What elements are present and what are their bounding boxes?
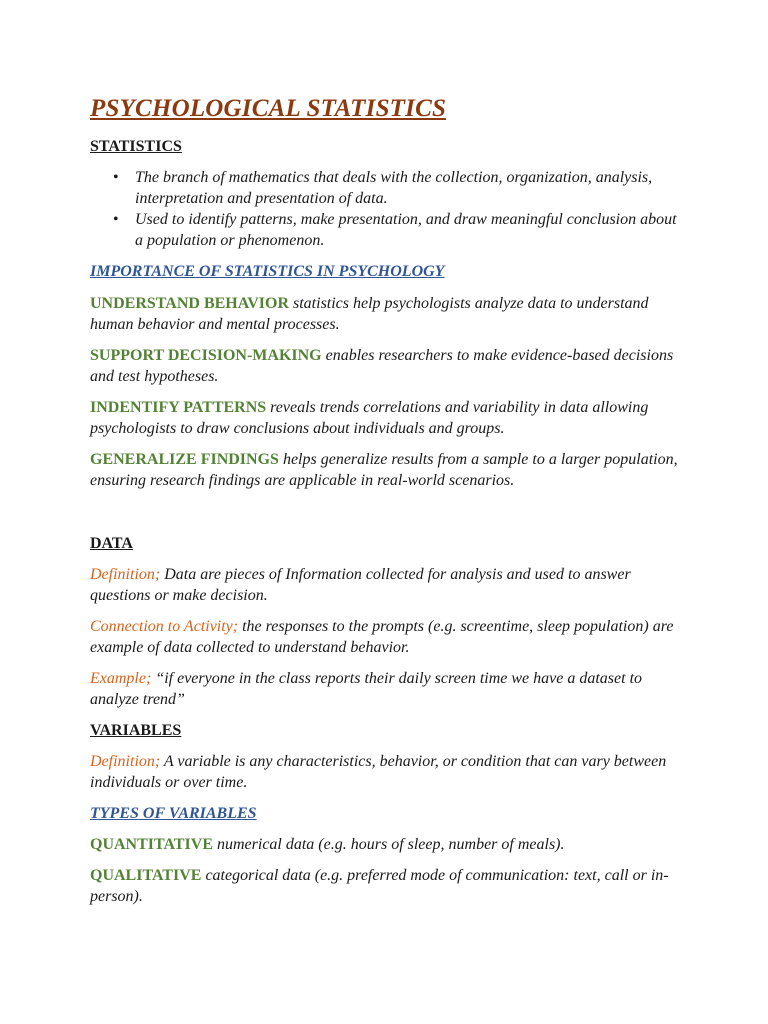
importance-item [90,449,680,491]
importance-item [90,397,680,439]
document-title: PSYCHOLOGICAL STATISTICS [90,95,447,122]
definition-text: A variable is any characteristics, behavior, or condition that can vary between individuals or over time. [90,753,667,791]
data-label: Connection to Activity; [90,618,239,635]
data-label: Example; [90,670,152,687]
document-page [90,92,680,917]
data-item [90,668,680,710]
importance-term: INDENTIFY PATTERNS [90,399,267,416]
importance-item [90,345,680,387]
data-text: Data are pieces of Information collected for analysis and used to answer questions or make decision. [90,566,631,604]
list-item [113,209,680,251]
bullet-text: The branch of mathematics that deals with the collection, organization, analysis, interpretation and presentation of data. [135,169,653,207]
list-item [113,167,680,209]
types-of-variables-heading: TYPES OF VARIABLES [90,805,257,822]
variables-heading: VARIABLES [90,722,182,739]
variables-definition [90,751,680,793]
data-label: Definition; [90,566,161,583]
bullet-icon: • [113,169,119,186]
importance-term: SUPPORT DECISION-MAKING [90,347,322,364]
variable-type-text: categorical data (e.g. preferred mode of communication: text, call or in-person). [90,867,669,905]
data-text: “if everyone in the class reports their daily screen time we have a dataset to analyze trend” [90,670,643,708]
bullet-text: Used to identify patterns, make presentation, and draw meaningful conclusion about a population or phenomenon. [135,211,677,249]
statistics-bullet-list [90,167,680,251]
variable-type-item [90,834,680,855]
variable-type-text: numerical data (e.g. hours of sleep, number of meals). [212,836,565,853]
definition-label: Definition; [90,753,161,770]
variable-type-term: QUALITATIVE [90,867,202,884]
data-item [90,616,680,658]
statistics-heading: STATISTICS [90,138,182,155]
importance-heading: IMPORTANCE OF STATISTICS IN PSYCHOLOGY [90,263,445,280]
importance-text: enables researchers to make evidence-based decisions and test hypotheses. [90,347,674,385]
importance-term: UNDERSTAND BEHAVIOR [90,295,289,312]
importance-text: statistics help psychologists analyze data to understand human behavior and mental processes. [90,295,649,333]
importance-text: helps generalize results from a sample to a larger population, ensuring research findings are applicable in real-world scenarios. [90,451,678,489]
data-heading: DATA [90,535,133,552]
data-item [90,564,680,606]
importance-item [90,293,680,335]
importance-term: GENERALIZE FINDINGS [90,451,279,468]
variable-type-item [90,865,680,907]
importance-text: reveals trends correlations and variability in data allowing psychologists to draw conclusions about individuals and groups. [90,399,649,437]
bullet-icon: • [113,211,119,228]
data-text: the responses to the prompts (e.g. screentime, sleep population) are example of data collected to understand behavior. [90,618,674,656]
variable-type-term: QUANTITATIVE [90,836,213,853]
